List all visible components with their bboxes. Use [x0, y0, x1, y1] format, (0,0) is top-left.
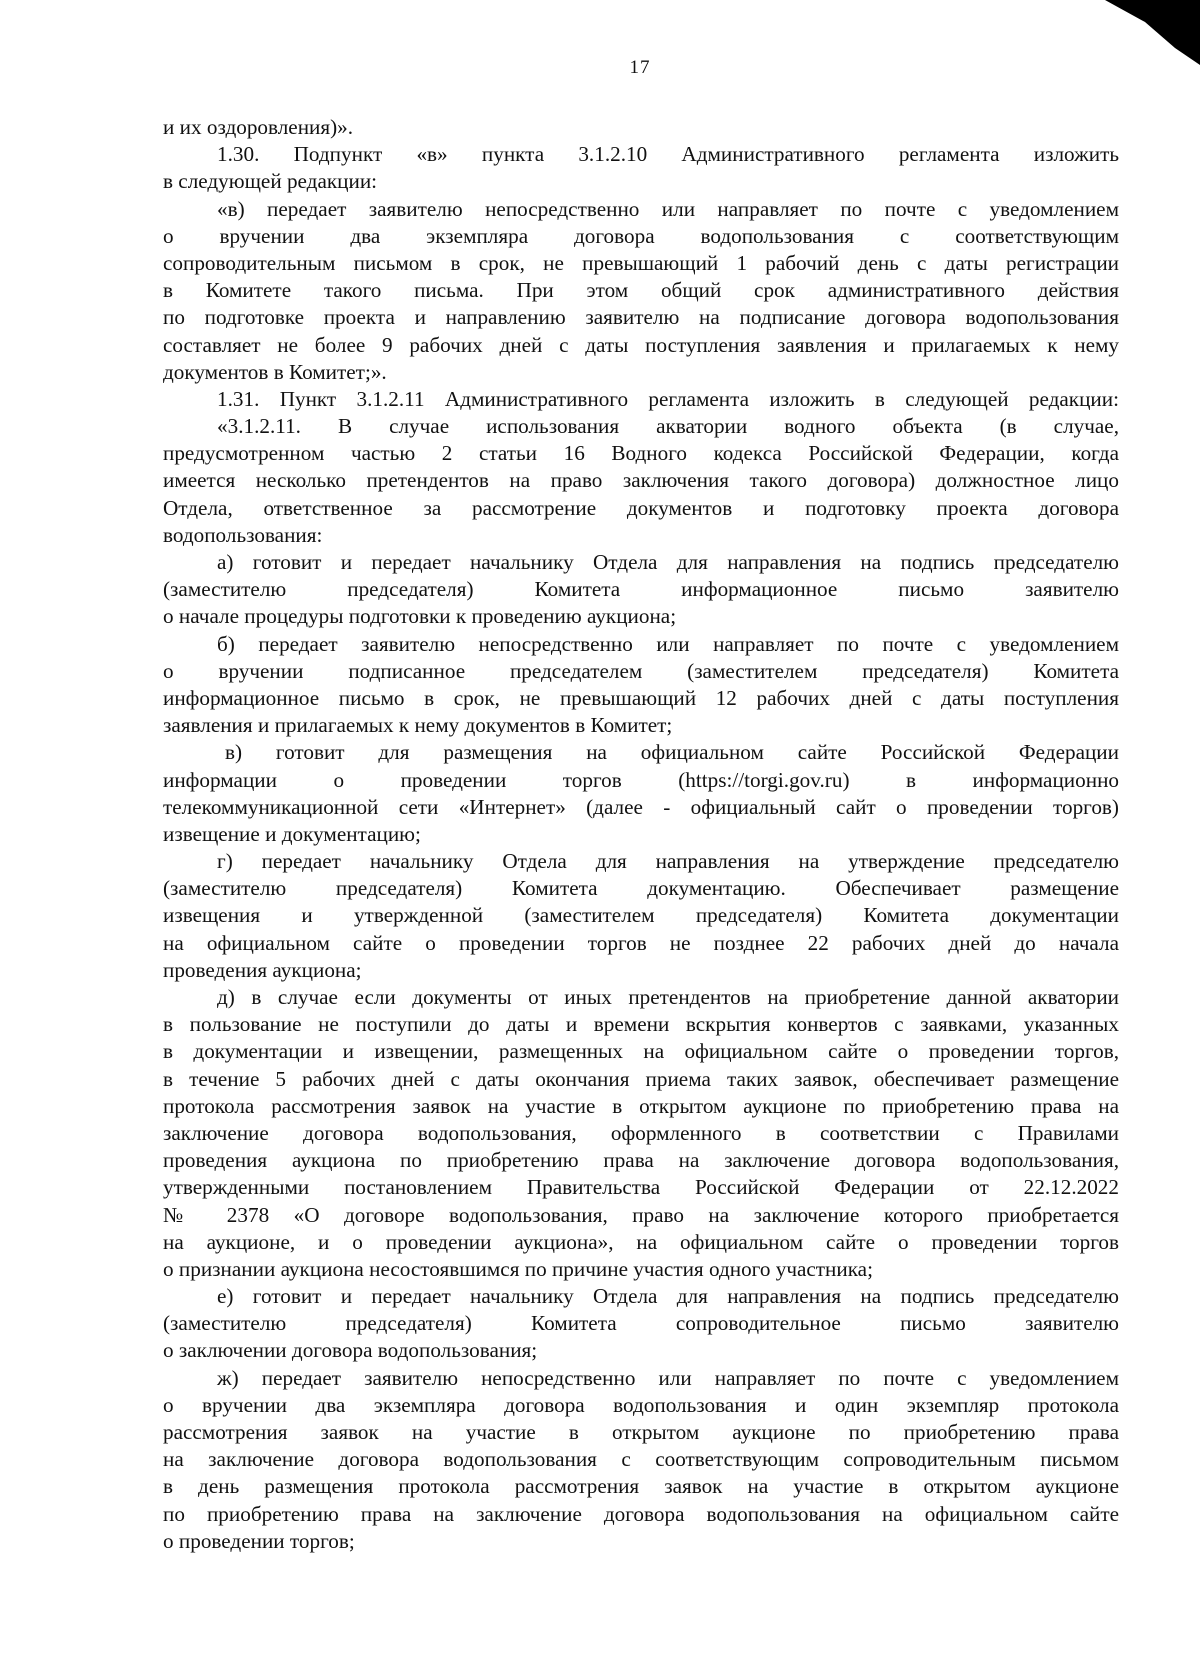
- text-line: (заместителю председателя) Комитета информационное письмо заявителю: [163, 577, 1119, 602]
- text-line: 1.31. Пункт 3.1.2.11 Административного регламента изложить в следующей редакции:: [217, 386, 1119, 411]
- text-line: на аукционе, и о проведении аукциона», на официальном сайте о проведении торгов: [163, 1229, 1119, 1254]
- text-line: о заключении договора водопользования;: [163, 1338, 538, 1363]
- text-line: проведения аукциона;: [163, 957, 362, 982]
- text-line: заключение договора водопользования, оформленного в соответствии с Правилами: [163, 1120, 1119, 1145]
- text-line: № 2378 «О договоре водопользования, право на заключение которого приобретается: [163, 1202, 1119, 1227]
- text-line: информации о проведении торгов (https://torgi.gov.ru) в информационно: [163, 767, 1119, 792]
- text-line: о вручении два экземпляра договора водопользования с соответствующим: [163, 223, 1119, 248]
- text-line: Отдела, ответственное за рассмотрение документов и подготовку проекта договора: [163, 495, 1119, 520]
- text-line: в Комитете такого письма. При этом общий срок административного действия: [163, 278, 1119, 303]
- text-line: составляет не более 9 рабочих дней с даты поступления заявления и прилагаемых к нему: [163, 332, 1119, 357]
- text-line: проведения аукциона по приобретению права на заключение договора водопользования,: [163, 1148, 1119, 1173]
- text-line: (заместителю председателя) Комитета документацию. Обеспечивает размещение: [163, 876, 1119, 901]
- text-line: в день размещения протокола рассмотрения заявок на участие в открытом аукционе: [163, 1474, 1119, 1499]
- text-line: ж) передает заявителю непосредственно или направляет по почте с уведомлением: [217, 1365, 1119, 1390]
- text-line: о вручении подписанное председателем (заместителем председателя) Комитета: [163, 658, 1119, 683]
- text-line: б) передает заявителю непосредственно или направляет по почте с уведомлением: [217, 631, 1119, 656]
- text-line: предусмотренном частью 2 статьи 16 Водного кодекса Российской Федерации, когда: [163, 441, 1119, 466]
- scan-corner-mark: [1105, 0, 1200, 65]
- text-line: (заместителю председателя) Комитета сопроводительное письмо заявителю: [163, 1311, 1119, 1336]
- document-body: [163, 114, 1119, 1555]
- text-line: в течение 5 рабочих дней с даты окончания приема таких заявок, обеспечивает размещение: [163, 1066, 1119, 1091]
- text-line: е) готовит и передает начальнику Отдела для направления на подпись председателю: [217, 1284, 1119, 1309]
- text-line: рассмотрения заявок на участие в открытом аукционе по приобретению права: [163, 1420, 1119, 1444]
- text-line: о проведении торгов;: [163, 1528, 355, 1553]
- text-line: документов в Комитет;».: [163, 359, 387, 384]
- text-line: г) передает начальнику Отдела для направления на утверждение председателю: [217, 849, 1119, 874]
- text-line: имеется несколько претендентов на право заключения такого договора) должностное лицо: [163, 468, 1119, 493]
- page-number: 17: [629, 57, 651, 78]
- text-line: информационное письмо в срок, не превышающий 12 рабочих дней с даты поступления: [163, 685, 1119, 710]
- text-line: о вручении два экземпляра договора водопользования и один экземпляр протокола: [163, 1392, 1119, 1417]
- text-line: в следующей редакции:: [163, 169, 378, 194]
- text-line: водопользования:: [163, 522, 323, 547]
- text-line: «3.1.2.11. В случае использования акватории водного объекта (в случае,: [217, 414, 1119, 439]
- text-line: протокола рассмотрения заявок на участие в открытом аукционе по приобретению права на: [163, 1093, 1119, 1118]
- text-line: о признании аукциона несостоявшимся по причине участия одного участника;: [163, 1256, 873, 1281]
- text-line: д) в случае если документы от иных претендентов на приобретение данной акватории: [217, 985, 1119, 1009]
- text-line: 1.30. Подпункт «в» пункта 3.1.2.10 Административного регламента изложить: [217, 142, 1119, 167]
- text-line: сопроводительным письмом в срок, не превышающий 1 рабочий день с даты регистрации: [163, 250, 1119, 275]
- text-line: телекоммуникационной сети «Интернет» (далее - официальный сайт о проведении торгов): [163, 794, 1119, 819]
- text-line: на заключение договора водопользования с соответствующим сопроводительным письмом: [163, 1447, 1119, 1472]
- text-line: в) готовит для размещения на официальном сайте Российской Федерации: [225, 740, 1119, 765]
- text-line: а) готовит и передает начальнику Отдела для направления на подпись председателю: [217, 550, 1119, 574]
- text-line: по подготовке проекта и направлению заявителю на подписание договора водопользования: [163, 305, 1119, 330]
- text-line: в пользование не поступили до даты и времени вскрытия конвертов с заявками, указанных: [163, 1012, 1119, 1037]
- text-line: заявления и прилагаемых к нему документов в Комитет;: [163, 713, 673, 738]
- text-line: извещение и документацию;: [163, 821, 421, 846]
- text-line: извещения и утвержденной (заместителем председателя) Комитета документации: [163, 903, 1119, 928]
- text-line: утвержденными постановлением Правительства Российской Федерации от 22.12.2022: [163, 1175, 1119, 1200]
- text-line: о начале процедуры подготовки к проведению аукциона;: [163, 604, 677, 629]
- text-line: «в) передает заявителю непосредственно или направляет по почте с уведомлением: [217, 196, 1119, 221]
- text-line: на официальном сайте о проведении торгов не позднее 22 рабочих дней до начала: [163, 930, 1119, 955]
- text-line: и их оздоровления)».: [163, 115, 354, 139]
- text-line: по приобретению права на заключение договора водопользования на официальном сайте: [163, 1501, 1119, 1526]
- text-line: в документации и извещении, размещенных на официальном сайте о проведении торгов,: [163, 1039, 1119, 1064]
